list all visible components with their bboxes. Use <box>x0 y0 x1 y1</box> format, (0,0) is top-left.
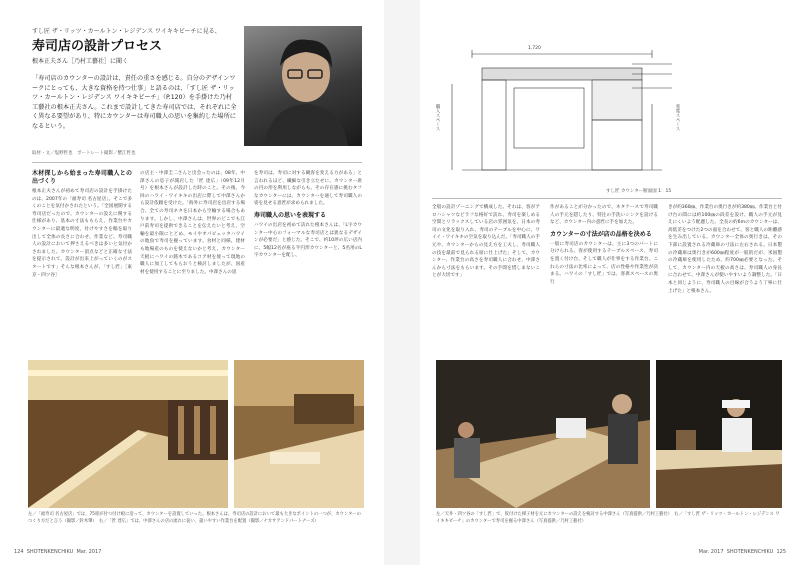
drawing-dimension: 1,720 <box>528 46 541 51</box>
body-text: 作があることが分かったので、ネタケースで寿司職人の手元を隠したり、特注の手洗いシンクを設けるなど、カウンター内の意匠に手を加えた。 <box>550 205 658 226</box>
page-number: 124 <box>14 549 24 555</box>
right-column-1 <box>432 204 540 280</box>
body-text: ハワイの出店を初めて訪れた根本さんは、「L字カウンター中心のフォーマルな寿司店とは異なるデザインが必要だ」と感じた。そこで、約10坪の広い店内に、5幅12名が座る半円形カウンターと、5名用のL字カウンターを配し、 <box>254 222 362 259</box>
article-title: 寿司店の設計プロセス <box>32 39 163 54</box>
body-text: を寿司は、寿司に対する観客を変える力がある」と言われるほど、繊細な引き立たせに、カウンター席の円の形を利用しながらも、その存在感に挑むタフなカウンターには、カウンターを通して寿司職人の姿を見せる意匠が求められました。 <box>254 171 362 207</box>
left-column-1 <box>32 170 132 279</box>
body-text: 根本正夫さんが初めて寿司店の設計を手掛けたのは、2007年の「福寿司 名古屋店」。そこで多くのことを気付かされたという。「全国展開する寿司店だったので、カウンターの設えに関する仕様があり、基本の寸法ももらえ、作業台やカウンターに最適な明度、付けやすさを幅を取り出して全体の長さに合わせ、作業など、寿司職人の設計において押さえるべきは多いと気付かされました。カウンター頂点などと正確な寸法を提示されて、設計が出来上がっていくのがスタートです」そんな根本さんが、「すし匠」［東京・四ツ谷］ <box>32 189 132 278</box>
spread-gutter <box>384 0 420 565</box>
magazine-name: SHOTENKENCHIKU <box>726 549 774 555</box>
article-subtitle: 根本正夫さん［乃村工藝社］に聞く <box>32 58 129 65</box>
drawing-label-staff: 職人スペース <box>435 104 440 131</box>
right-page <box>420 4 796 561</box>
photo-takumi-tatsuhiro <box>234 360 364 508</box>
section-heading: カウンターの寸法が店の品格を決める <box>550 230 652 238</box>
body-text: の店主・中澤圭二さんと出会ったのは、08年。中澤さんの息子が開店した「匠 達広」（09年12月号）を根本さんが設計した時のこと。その後、今回のハワイ・ワイキキの出店に際して中澤さんから設計依頼を受けた。「海外に寿司店を出店する場合、全ての寿司ネタを日本から空輸する場合もあります。しかし、中澤さんは、世界のどこでも江戸前寿司を提供できることを伝えたいと考え、空輸を最小限にとどめ、モイやオパピェッタハワイの地魚で寿司を握っています。食材と同様、建材も地場産のものを使えないかと考え、カウンター天板にハワイの銘木であるコア材を使って現地の職人に加工してもらおうと検討しましたが、国産材を使用することに至りました。中澤さんの思 <box>140 171 245 275</box>
divider <box>32 162 362 163</box>
article-series: すし匠 ザ・リッツ・カールトン・レジデンス ワイキキビーチに見る、 <box>32 28 221 35</box>
body-text: きが約360㎜、作業台の奥行きが約380㎜。作業台と付け台の間には約100㎜の段差を設け、職人の手元が見えにくいよう配慮した。全長の約6mのカウンターは、高低差をつけた2つの面を合わせて、客と職人の距離感を生み出している。カウンター全体の奥行きは、その下部に設置される冷蔵庫の寸法に左右される。日本製の冷蔵庫は奥行きが600㎜程度が一般的だが、米国製の冷蔵庫を使用したため、約700㎜必要となった。そして、カウンター内の天板の高さは、寿司職人の身長に合わせて、中澤さんが使いやすいよう調整した。「日本と同じように、寿司職人の目線が合うよう丁寧に仕上げた」と根本さん。 <box>668 205 783 294</box>
portrait-figure <box>244 26 362 146</box>
left-page <box>4 4 384 561</box>
portrait-photo <box>244 26 362 146</box>
body-text: 一般に寿司店のカウンターは、主に3つのパートに分けられる。客が使用するテーブルスペース、寿司を置く付け台、そして職人が仕事をする作業台。これらの寸法の比率によって、店の性格や作業性が決まる。ハワイの「すし匠」では、客席スペースの奥行 <box>550 241 658 285</box>
left-column-3 <box>254 170 362 260</box>
photo-caption: 左／「福寿司 名古屋店」では、75席が付つ付け板に沿って、カウンターを設置していった。根本さんは、寿司店の設計において最も大きなポイントの一つが、カウンターのつくり方だと言う（撮影／鈴木肇） 右／「匠 達広」では、中澤さんの店の流れに従い、扱いやすい作業台を配置（撮影／ナカサアンドパートナーズ） <box>28 512 361 524</box>
page-number: 125 <box>776 549 786 555</box>
folio <box>699 549 786 555</box>
divider <box>432 198 782 199</box>
section-heading: 寿司職人の思いを表現する <box>254 211 327 219</box>
section-drawing-svg <box>432 44 692 192</box>
body-text: 全般の設計ゾーニングで構成した。それは、客がアロハシャツなどラフな格好で訪れ、寿司を楽しめる空間とリラックスしている店の雰囲気を、日本の寿司の文化を取り入れ、寿司のテーブルを中心に、ワイイ・ワイキキの空気を取り込んだ。「寿司職人の手元や、カウンターからの見え方を工夫し、寿司職人の技を最前で見られる席に仕上げた」そして、カウンター、作業台の高さを寿司職人に合わせ、中澤さんから寸法をもらいます。その手間を惜しまないことが大切です」 <box>432 205 540 279</box>
photo-caption: 左／天井・四ツ谷の「すし匠」で、仮付けた梯子材を元にカウンターの設えを検討する中澤さん（写真提供／乃村工藝社） 右／「すし匠 ザ・リッツ・カールトン・レジデンス ワイキキビーチ」のカウンターで寿司を握る中澤さん（写真提供／乃村工藝社） <box>436 512 780 524</box>
drawing-label-guest: 客席スペース <box>675 104 680 131</box>
folio <box>14 549 101 555</box>
lead-paragraph: 「寿司店のカウンターの設計は、責任の重さを感じる。自分のデザインワークにとっても、大きな資格を持つ仕事」と語るのは、「すし匠 ザ・リッツ・カールトン・レジデンス ワイキキビーチ」（P.120）を手掛けた乃村工藝社の根本正夫さん。これまで設計してきた寿司店では、それぞれに全く異なる要望があり、特にカウンターは寿司職人の思いを集約した場所になるという。 <box>32 75 237 130</box>
photo-counter-meeting <box>436 360 650 508</box>
issue-date: Mar. 2017 <box>76 549 102 555</box>
section-heading: 木材探しから始まった寿司職人との出づくり <box>32 170 132 185</box>
left-column-2 <box>140 170 245 276</box>
right-column-3 <box>668 204 782 295</box>
magazine-name: SHOTENKENCHIKU <box>26 549 74 555</box>
photo-fukuzushi <box>28 360 228 508</box>
photo-chef-waikiki <box>656 360 782 508</box>
credit-line: 取材・文／塩野哲也 ポートレート撮影／蟹江哲也 <box>32 151 136 156</box>
issue-date: Mar. 2017 <box>698 549 724 555</box>
drawing-caption: すし匠 カウンター断面図 1：15 <box>606 189 672 194</box>
counter-section-drawing <box>432 44 692 192</box>
right-column-2 <box>550 204 658 286</box>
